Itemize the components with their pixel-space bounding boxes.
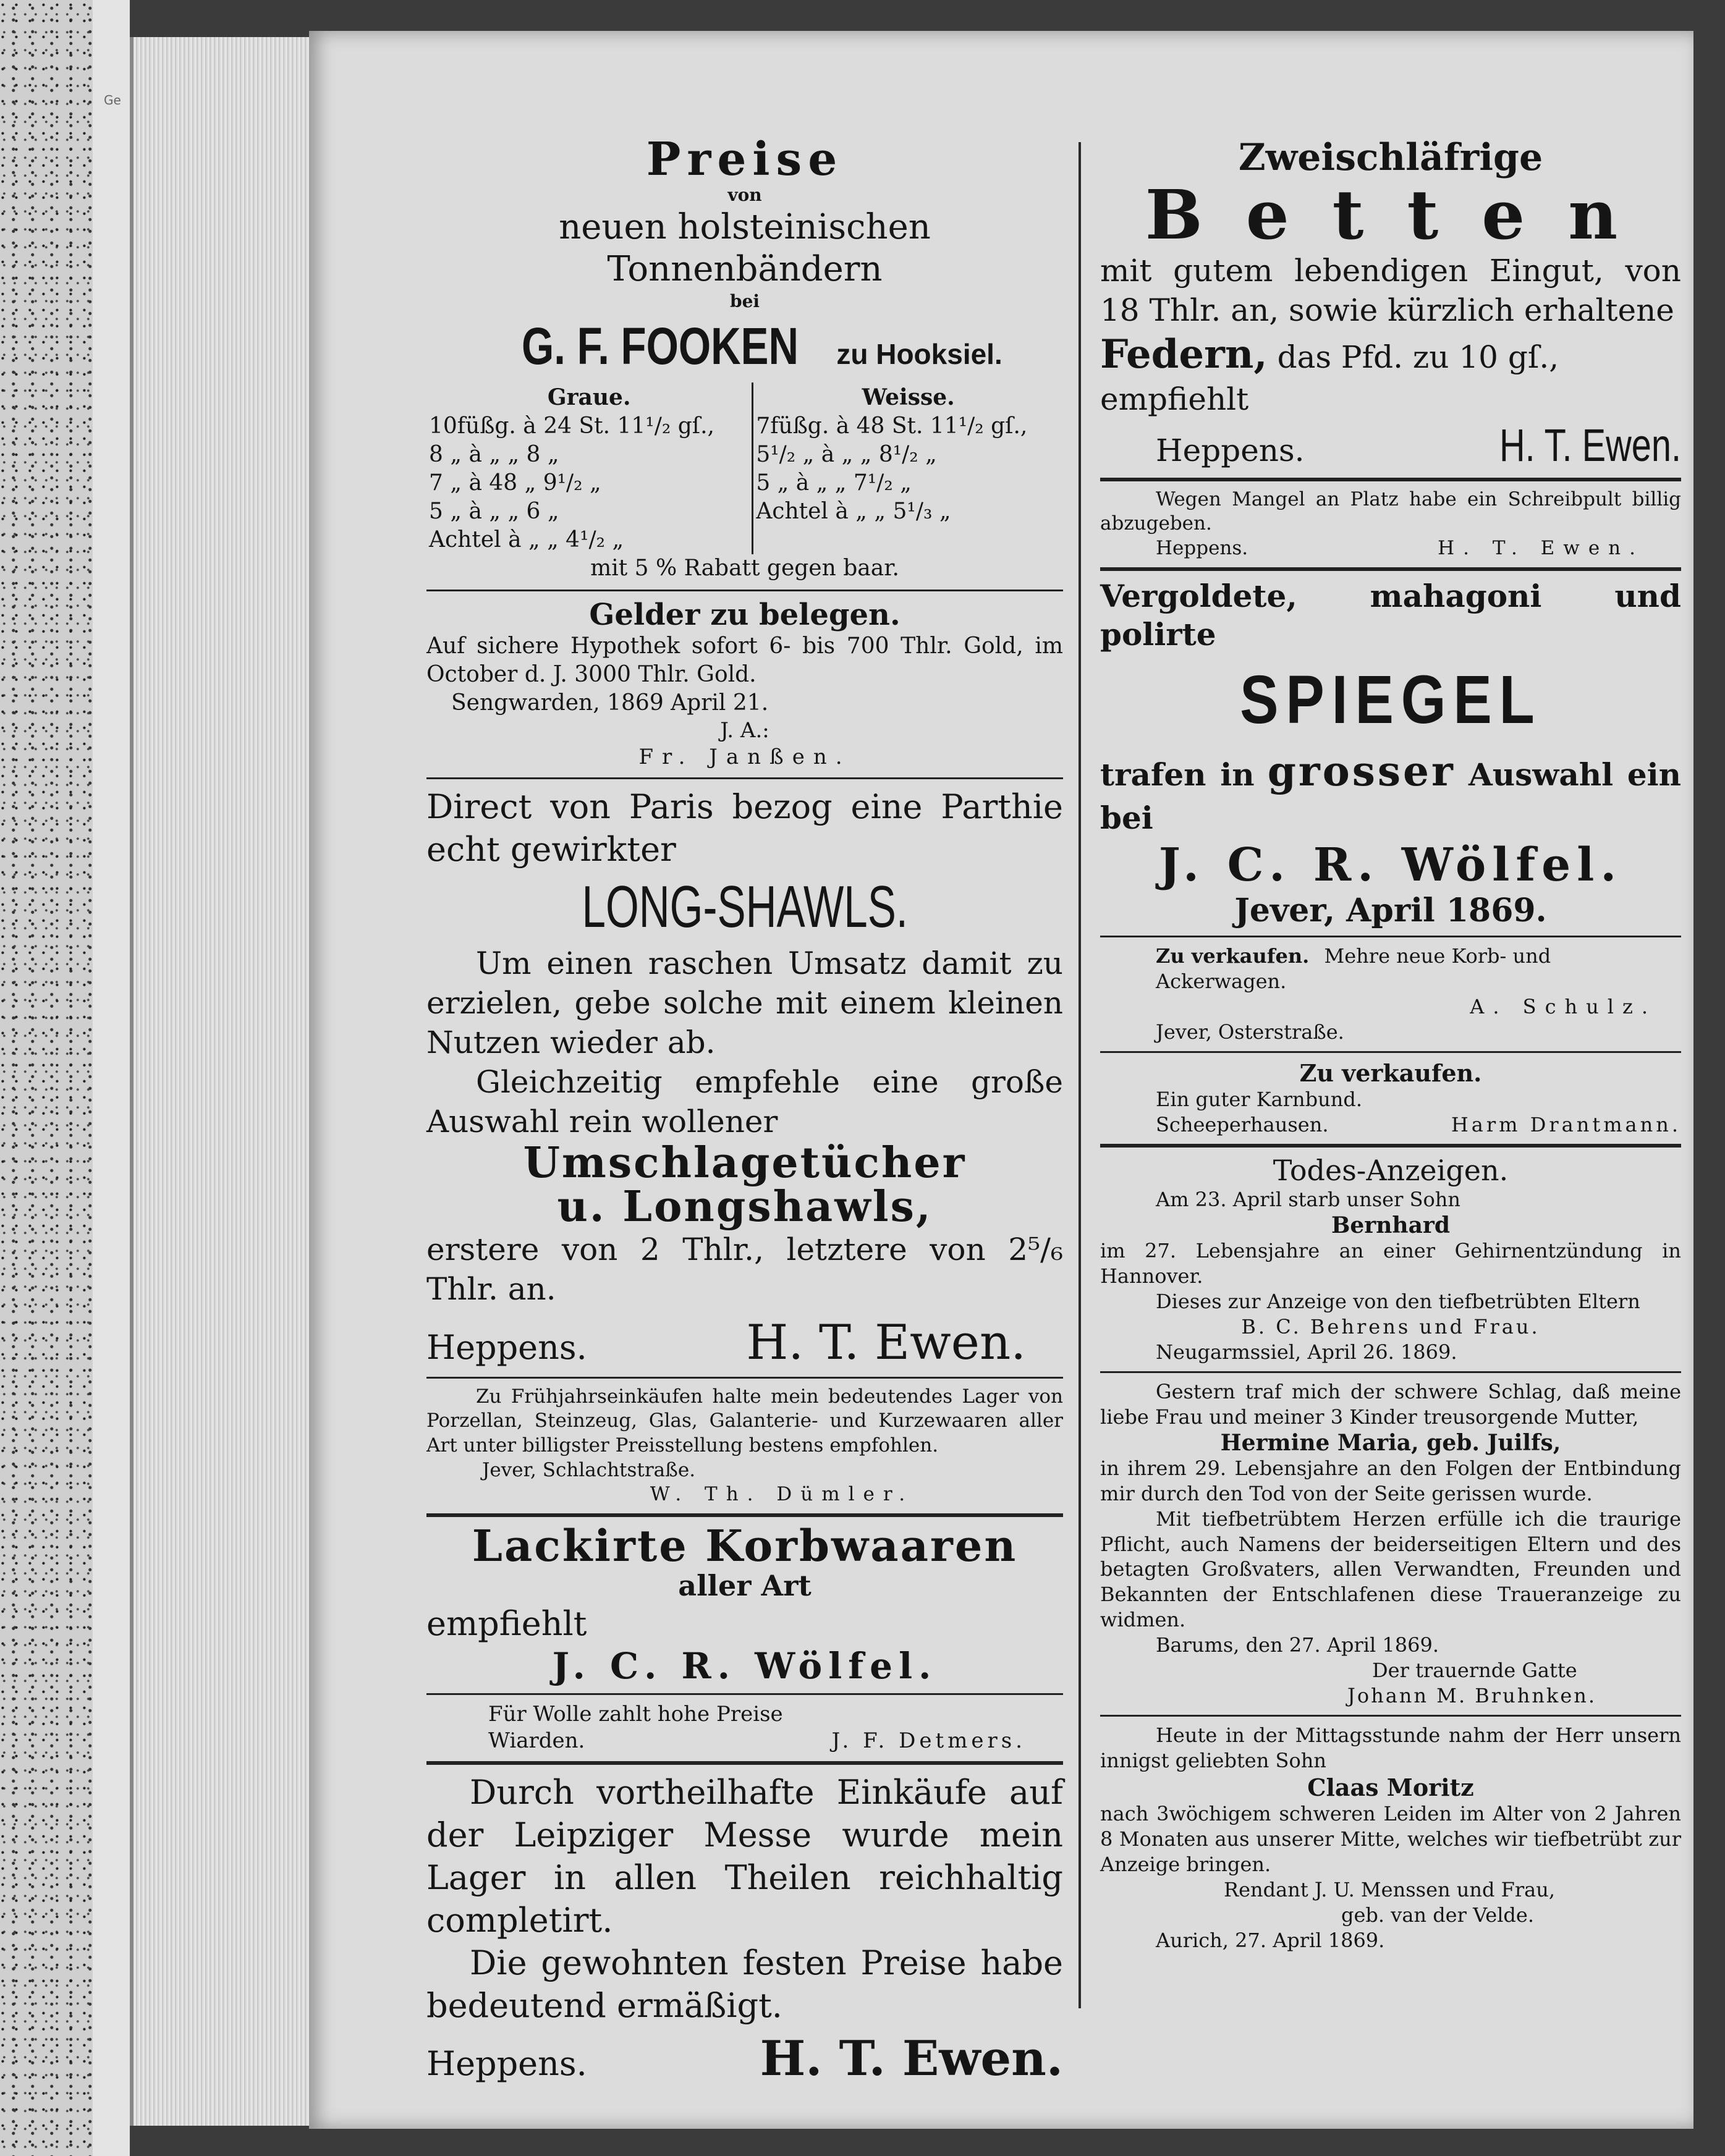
ad-korbwaaren [426, 1520, 1063, 1687]
long-shawls-heading: LONG-SHAWLS. [582, 874, 908, 940]
ad-title [1100, 661, 1681, 739]
signature: Fr. Janßen. [638, 745, 851, 770]
signature-line [1100, 419, 1681, 471]
signature-line [426, 2031, 1063, 2087]
ad-text [1100, 944, 1681, 994]
ad-title: Lackirte Korbwaaren [472, 1520, 1018, 1572]
ad-fooken [426, 133, 1063, 583]
separator [426, 1513, 1063, 1517]
signature: Der trauernde Gatte [1372, 1659, 1577, 1683]
ad-text: empfiehlt [1100, 381, 1249, 417]
ad-text: Ein guter Karnbund. [1156, 1088, 1362, 1112]
deceased-name: Hermine Maria, geb. Juilfs, [1220, 1429, 1561, 1456]
notice-text: im 27. Lebensjahre an einer Gehirnentzündung in Hannover. [1100, 1238, 1681, 1288]
notice-text: nach 3wöchigem schweren Leiden im Alter von 2 Jahren 8 Monaten aus unserer Mitte, welches wir tiefbetrübt zur Anzeige bringen. [1100, 1802, 1681, 1876]
page-edges [130, 37, 313, 2126]
separator [1100, 1051, 1681, 1053]
dateline: Barums, den 27. April 1869. [1156, 1633, 1439, 1657]
firm-name: J. C. R. Wölfel. [1158, 839, 1623, 892]
signature: H. T. Ewen. [746, 1314, 1026, 1371]
signature: H. T. Ewen. [1499, 419, 1681, 471]
signature: J. F. Detmers. [831, 1728, 1026, 1754]
cell: 5 „ à „ „ 7¹/₂ „ [753, 469, 1063, 497]
place: Jever, Osterstraße. [1156, 1020, 1344, 1044]
ad-title: Umschlagetücher [523, 1138, 967, 1188]
ad-longshawls [426, 785, 1063, 1371]
firm-name: G. F. FOOKEN [522, 316, 799, 375]
spiegel-heading: SPIEGEL [1239, 661, 1542, 738]
signature: A. Schulz. [1470, 995, 1656, 1019]
price-table [426, 383, 1063, 554]
cell: 10füßg. à 24 St. 11¹/₂ gſ., [429, 413, 714, 439]
text-part-large: grosser [1267, 746, 1456, 795]
table-row [426, 497, 1063, 526]
signature-line [1100, 994, 1681, 1020]
signature-line [1100, 536, 1681, 561]
ad-text: Für Wolle zahlt hohe Preise [488, 1701, 783, 1727]
separator [1100, 1144, 1681, 1148]
ad-title [426, 873, 1063, 941]
ad-text: Durch vortheilhafte Einkäufe auf der Leipziger Messe wurde mein Lager in allen Theilen reichhaltig completirt. [426, 1772, 1063, 1940]
ad-betten [1100, 136, 1681, 471]
signature: H. T. Ewen. [760, 2031, 1063, 2087]
separator [426, 1761, 1063, 1765]
speckled-cover-edge [0, 0, 93, 2156]
cell: 5¹/₂ „ à „ „ 8¹/₂ „ [753, 441, 1063, 469]
ad-text: empfiehlt [426, 1604, 587, 1643]
text-part: Auswahl ein bei [1100, 756, 1681, 837]
ad-text: Gleichzeitig empfehle eine große Auswahl rein wollener [426, 1064, 1063, 1139]
cell: 7 „ à 48 „ 9¹/₂ „ [429, 470, 601, 496]
signature: Johann M. Bruhnken. [1347, 1684, 1597, 1708]
notice-text: Heute in der Mittagsstunde nahm der Herr unsern innigst geliebten Sohn [1100, 1723, 1681, 1773]
ad-schulz [1100, 944, 1681, 1045]
signature: H. T. Ewen. [1438, 536, 1644, 559]
ad-title: Zu verkaufen. [1156, 944, 1310, 968]
ad-text: das Pfd. zu 10 gſ., [1277, 339, 1559, 375]
dateline: Neugarmssiel, April 26. 1869. [1156, 1340, 1457, 1364]
col-header-white: Weisse. [753, 383, 1063, 412]
signature-line [426, 1315, 1063, 1371]
ad-text: Direct von Paris bezog eine Parthie echt gewirkter [426, 787, 1063, 869]
table-row [426, 469, 1063, 497]
cell: Achtel à „ „ 5¹/₃ „ [753, 497, 1063, 526]
death-notices [1100, 1154, 1681, 1953]
ad-bei: bei [729, 291, 760, 312]
ad-wolle [426, 1701, 1063, 1755]
cell: 5 „ à „ „ 6 „ [429, 499, 559, 525]
ad-title: u. Longshawls, [557, 1182, 933, 1232]
notice-text: Gestern traf mich der schwere Schlag, daß meine liebe Frau und meiner 3 Kinder treusorgende Mutter, [1100, 1379, 1681, 1429]
ad-karnbund [1100, 1059, 1681, 1138]
signature-line [488, 1728, 1063, 1755]
deceased-name: Claas Moritz [1307, 1773, 1474, 1802]
dateline: Sengwarden, 1869 April 21. [451, 690, 769, 716]
ad-gelder [426, 598, 1063, 771]
ad-leipzig [426, 1771, 1063, 2087]
ad-title: Betten [1145, 175, 1661, 255]
place: Jever, Schlachtstraße. [482, 1458, 696, 1481]
ad-subtitle: neuen holsteinischen Tonnenbändern [559, 206, 931, 289]
ad-text: Die gewohnten festen Preise habe bedeutend ermäßigt. [426, 1943, 1063, 2026]
left-column [426, 133, 1063, 2087]
place: Heppens. [426, 2044, 587, 2084]
notice-text: Dieses zur Anzeige von den tiefbetrübten Eltern [1156, 1289, 1640, 1313]
ad-text: Um einen raschen Umsatz damit zu erzielen, gebe solche mit einem kleinen Nutzen wieder ab. [426, 945, 1063, 1060]
table-row [426, 441, 1063, 469]
cell: 7füßg. à 48 St. 11¹/₂ gſ., [753, 412, 1063, 441]
place: Heppens. [1156, 536, 1248, 559]
dateline: Jever, April 1869. [1234, 892, 1547, 930]
signature: geb. van der Velde. [1341, 1903, 1535, 1927]
notice-text: Mit tiefbetrübtem Herzen erfülle ich die traurige Pflicht, auch Namens der beiderseitigen Eltern und des betagten Großvaters, allen Verwandten, Freunden und Bekannten der Entschlafenen diese Traueranzeige zu widmen. [1100, 1507, 1681, 1632]
notice-text: Am 23. April starb unser Sohn [1156, 1188, 1460, 1212]
signature-line [1100, 1112, 1681, 1138]
signature: J. C. R. Wölfel. [552, 1644, 938, 1687]
ad-text: Vergoldete, mahagoni und polirte [1100, 577, 1681, 653]
place: Scheeperhausen. [1156, 1113, 1329, 1137]
separator [1100, 567, 1681, 571]
binding-strip [93, 0, 130, 2156]
signature: W. Th. Dümler. [650, 1483, 914, 1506]
federn-word: Federn, [1100, 331, 1268, 378]
binding-tag: Ge [104, 93, 121, 108]
ad-text: Auf sichere Hypothek sofort 6- bis 700 Thlr. Gold, im October d. J. 3000 Thlr. Gold. [426, 633, 1063, 687]
table-row [426, 526, 1063, 554]
separator [426, 1377, 1063, 1379]
separator [426, 590, 1063, 591]
ad-text: erstere von 2 Thlr., letztere von 2⁵/₆ Thlr. an. [426, 1231, 1063, 1307]
ad-duemler [426, 1385, 1063, 1507]
ad-title: Zu verkaufen. [1299, 1059, 1482, 1088]
ad-text-body: Mehre neue Korb- und Ackerwagen. [1156, 944, 1551, 994]
place: Heppens. [426, 1327, 587, 1367]
ad-title: Preise [646, 133, 844, 186]
separator [1100, 936, 1681, 937]
text-part: trafen in [1100, 756, 1255, 793]
place: Heppens. [1156, 432, 1305, 468]
separator [1100, 1715, 1681, 1717]
ia-line: J. A.: [720, 717, 769, 743]
federn-line [1100, 330, 1681, 379]
ad-von: von [727, 184, 762, 205]
ad-spiegel [1100, 577, 1681, 930]
deceased-name: Bernhard [1331, 1212, 1451, 1238]
ad-text [1100, 745, 1681, 839]
ad-text: Wegen Mangel an Platz habe ein Schreibpult billig abzugeben. [1100, 488, 1681, 535]
column-divider [1079, 142, 1081, 2008]
cell [753, 526, 1063, 554]
separator [1100, 1371, 1681, 1373]
signature: B. C. Behrens und Frau. [1241, 1314, 1540, 1338]
right-column [1100, 136, 1681, 1953]
ad-title: Zweischläfrige [1238, 136, 1543, 179]
ad-subtitle: aller Art [678, 1568, 812, 1602]
cell: Achtel à „ „ 4¹/₂ „ [429, 527, 624, 553]
signature: Harm Drantmann. [1451, 1113, 1681, 1137]
separator [1100, 478, 1681, 481]
col-header-grey: Graue. [547, 384, 631, 410]
dateline: Aurich, 27. April 1869. [1156, 1928, 1385, 1952]
place: Wiarden. [488, 1728, 585, 1754]
table-row [426, 412, 1063, 441]
firm-place: zu Hooksiel. [836, 337, 1002, 370]
signature: Rendant J. U. Menssen und Frau, [1224, 1877, 1556, 1901]
ad-firm-line [426, 316, 1063, 376]
ad-text: Zu Frühjahrseinkäufen halte mein bedeutendes Lager von Porzellan, Steinzeug, Glas, Galanterie- und Kurzewaaren aller Art unter billigster Preisstellung bestens empfohlen. [426, 1385, 1063, 1457]
ad-text: mit gutem lebendigen Eingut, von 18 Thlr. an, sowie kürzlich erhaltene [1100, 252, 1681, 328]
separator [426, 777, 1063, 779]
notice-text: in ihrem 29. Lebensjahre an den Folgen der Entbindung mir durch den Tod von der Seite gerissen wurde. [1100, 1456, 1681, 1505]
ad-title: Gelder zu belegen. [589, 597, 901, 632]
newspaper-page [309, 31, 1693, 2129]
ad-schreibpult [1100, 488, 1681, 561]
separator [426, 1693, 1063, 1695]
cell: 8 „ à „ „ 8 „ [429, 442, 559, 468]
section-title: Todes-Anzeigen. [1273, 1154, 1509, 1188]
rabatt-line: mit 5 % Rabatt gegen baar. [590, 556, 899, 581]
